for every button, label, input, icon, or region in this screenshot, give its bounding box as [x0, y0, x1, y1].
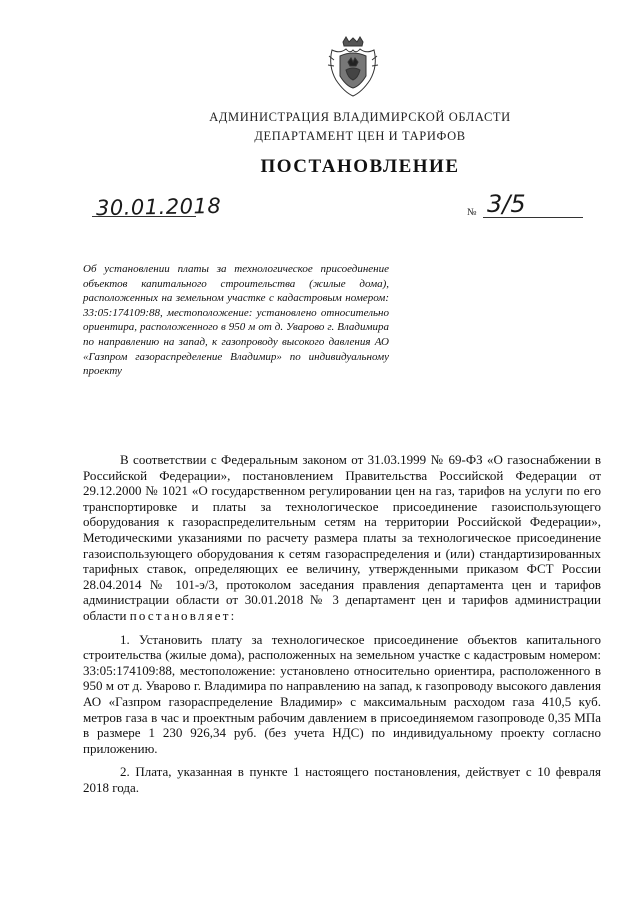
document-title: ПОСТАНОВЛЕНИЕ	[260, 156, 460, 177]
number-underline	[483, 217, 583, 218]
item-1-paragraph: 1. Установить плату за технологическое присоединение объектов капитального строительства (жилые дома), расположенных на земельном участке с кадастровым номером: 33:05:174109:88, местоположение: установлено относительно ориентира, расположенного в 950 м от д. Уварово г. Владимира по направлению на запад, к газопроводу высокого давления АО «Газпром газораспределение Владимир» с максимальным расходом газа 410,5 куб. метров газа в час и проектным рабочим давлением в присоединяемом газопроводе 0,35 МПа в размере 1 230 926,34 руб. (без учета НДС) по индивидуальному проекту согласно приложению.	[83, 631, 601, 756]
department-name: ДЕПАРТАМЕНТ ЦЕН И ТАРИФОВ	[254, 129, 466, 143]
item-2-paragraph: 2. Плата, указанная в пункте 1 настоящего постановления, действует с 10 февраля 2018 года.	[83, 764, 601, 795]
decree-word: постановляет:	[129, 607, 237, 623]
preamble-paragraph	[83, 452, 601, 624]
document-date: 30.01.2018	[95, 193, 222, 221]
document-number: 3/5	[487, 190, 526, 218]
document-subject: Об установлении платы за технологическое присоединение объектов капитального строительства (жилые дома), расположенных на земельном участке с кадастровым номером: 33:05:174109:88, местоположение: установлено относительно ориентира, расположенного в 950 м от д. Уварово г. Владимира по направлению на запад, к газопроводу высокого давления АО «Газпром газораспределение Владимир» по индивидуальному проекту	[83, 263, 389, 378]
document-body	[83, 452, 601, 803]
org-name: АДМИНИСТРАЦИЯ ВЛАДИМИРСКОЙ ОБЛАСТИ	[209, 110, 511, 124]
number-sign: №	[467, 207, 477, 218]
coat-of-arms-icon	[326, 36, 380, 98]
date-underline	[92, 216, 196, 217]
preamble-text: В соответствии с Федеральным законом от 31.03.1999 № 69-ФЗ «О газоснабжении в Российской Федерации», постановлением Правительства Российской Федерации от 29.12.2000 № 1021 «О государственном регулировании цен на газ, тарифов на услуги по его транспортировке и платы за технологическое присоединение газоиспользующего оборудования к газораспределительным сетям на территории Российской Федерации», Методическими указаниями по расчету размера платы за технологическое присоединение газоиспользующего оборудования к сетям газораспределения и (или) стандартизированных тарифных ставок, определяющих ее величину, утвержденными приказом ФСТ России 28.04.2014 № 101-э/3, протоколом заседания правления департамента цен и тарифов администрации области от 30.01.2018 № 3 департамент цен и тарифов администрации области	[83, 452, 601, 623]
